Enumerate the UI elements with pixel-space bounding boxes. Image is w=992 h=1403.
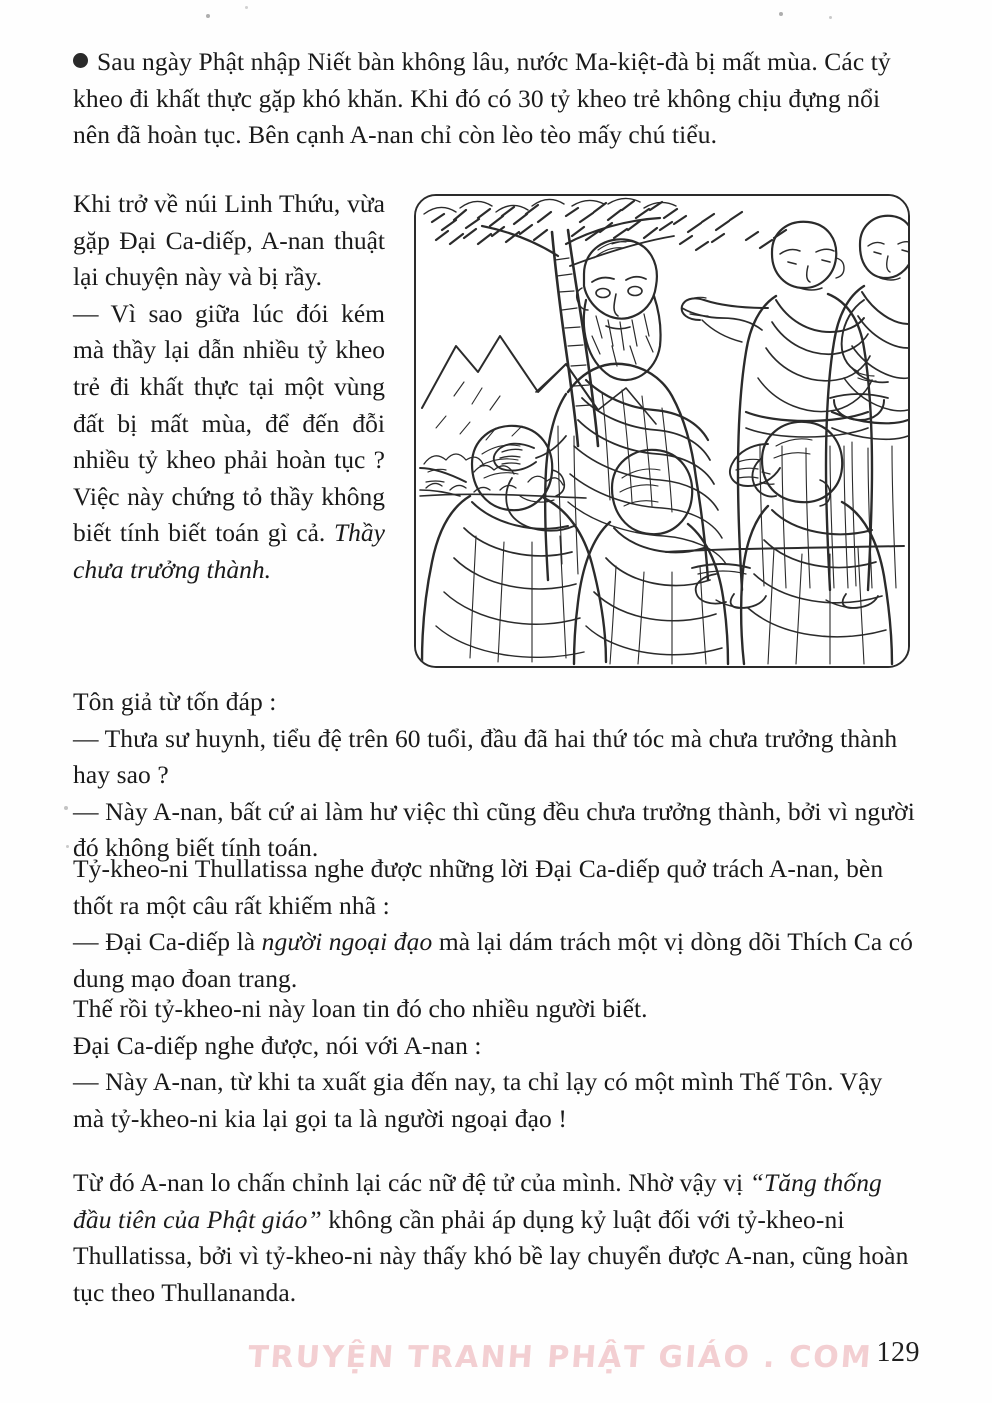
paragraph-ton-gia-block bbox=[73, 684, 919, 867]
paragraph-nay-a-nan-2-text: — Này A-nan, từ khi ta xuất gia đến nay, ta chỉ lạy có một mình Thế Tôn. Vậy mà tỷ-kheo-ni kia lại gọi ta là người ngoại đạo ! bbox=[73, 1067, 883, 1133]
paragraph-dai-ca-diep-nghe bbox=[73, 1028, 919, 1065]
paragraph-tu-do-text bbox=[73, 1165, 919, 1311]
page-number: 129 bbox=[876, 1337, 920, 1368]
dai-ca-diep-plain-1: — Đại Ca-diếp là bbox=[73, 927, 262, 956]
vi-sao-plain: — Vì sao giữa lúc đói kém mà thầy lại dẫn nhiều tỷ kheo trẻ đi khất thực tại một vùng đất bị mất mùa, để đến đỗi nhiều tỷ kheo phải hoàn tục ? Việc này chứng tỏ thầy không biết tính biết toán gì cả. bbox=[73, 298, 385, 548]
paragraph-the-roi bbox=[73, 991, 919, 1028]
paragraph-intro-text bbox=[73, 44, 919, 154]
paragraph-thua-su-huynh: — Thưa sư huynh, tiểu đệ trên 60 tuổi, đầu đã hai thứ tóc mà chưa trưởng thành hay sao ? bbox=[73, 723, 898, 789]
bullet-icon bbox=[73, 53, 88, 68]
scan-speck bbox=[64, 806, 68, 810]
line-ton-gia: Tôn giả từ tốn đáp : bbox=[73, 687, 277, 716]
dai-ca-diep-italic: người ngoại đạo bbox=[261, 927, 433, 956]
paragraph-nay-a-nan-1: — Này A-nan, bất cứ ai làm hư việc thì cũng đều chưa trưởng thành, bởi vì người đó không biết tính toán. bbox=[73, 796, 915, 862]
tu-do-plain-2: không cần phải áp dụng kỷ luật đối với tỷ-kheo-ni Thullatissa, bởi vì tỷ-kheo-ni này thấy khó bề lay chuyển được A-nan, cũng hoàn tục theo Thullananda. bbox=[73, 1204, 909, 1307]
paragraph-the-roi-text: Thế rồi tỷ-kheo-ni này loan tin đó cho nhiều người biết. bbox=[73, 994, 648, 1023]
paragraph-thullatissa: Tỷ-kheo-ni Thullatissa nghe được những lời Đại Ca-diếp quở trách A-nan, bèn thốt ra một câu rất khiếm nhã : bbox=[73, 854, 884, 920]
paragraph-tu-do bbox=[73, 1165, 919, 1311]
scan-speck bbox=[245, 6, 248, 9]
scan-speck bbox=[66, 845, 69, 848]
illustration-line-art bbox=[416, 196, 908, 666]
scan-speck bbox=[829, 16, 832, 19]
paragraph-vi-sao bbox=[73, 296, 385, 589]
illustration-frame bbox=[414, 194, 910, 668]
scan-speck bbox=[779, 12, 783, 16]
paragraph-dai-ca-diep-nghe-text: Đại Ca-diếp nghe được, nói với A-nan : bbox=[73, 1031, 482, 1060]
scan-speck bbox=[206, 14, 210, 18]
tu-do-italic-title: “Tăng thống đầu tiên của Phật giáo” bbox=[73, 1168, 882, 1234]
tu-do-plain-1: Từ đó A-nan lo chấn chỉnh lại các nữ đệ tử của mình. Nhờ vậy vị bbox=[73, 1168, 750, 1197]
paragraph-thullatissa-block bbox=[73, 851, 919, 997]
dai-ca-diep-plain-2: mà lại dám trách một vị dòng dõi Thích Ca có dung mạo đoan trang. bbox=[73, 927, 913, 993]
site-watermark: TRUYỆN TRANH PHẬT GIÁO . COM bbox=[246, 1340, 874, 1375]
paragraph-dai-ca-diep-la bbox=[73, 924, 919, 997]
paragraph-intro bbox=[73, 44, 919, 154]
vi-sao-italic: Thầy chưa trưởng thành. bbox=[73, 518, 385, 584]
paragraph-nay-a-nan-2 bbox=[73, 1064, 919, 1137]
intro-text: Sau ngày Phật nhập Niết bàn không lâu, nước Ma-kiệt-đà bị mất mùa. Các tỷ kheo đi khất thực gặp khó khăn. Khi đó có 30 tỷ kheo trẻ không chịu đựng nổi nên đã hoàn tục. Bên cạnh A-nan chỉ còn lèo tèo mấy chú tiểu. bbox=[73, 47, 891, 149]
paragraph-khi-tro-ve: Khi trở về núi Linh Thứu, vừa gặp Đại Ca-diếp, A-nan thuật lại chuyện này và bị rầy. bbox=[73, 189, 385, 292]
left-wrap-column bbox=[73, 186, 385, 589]
